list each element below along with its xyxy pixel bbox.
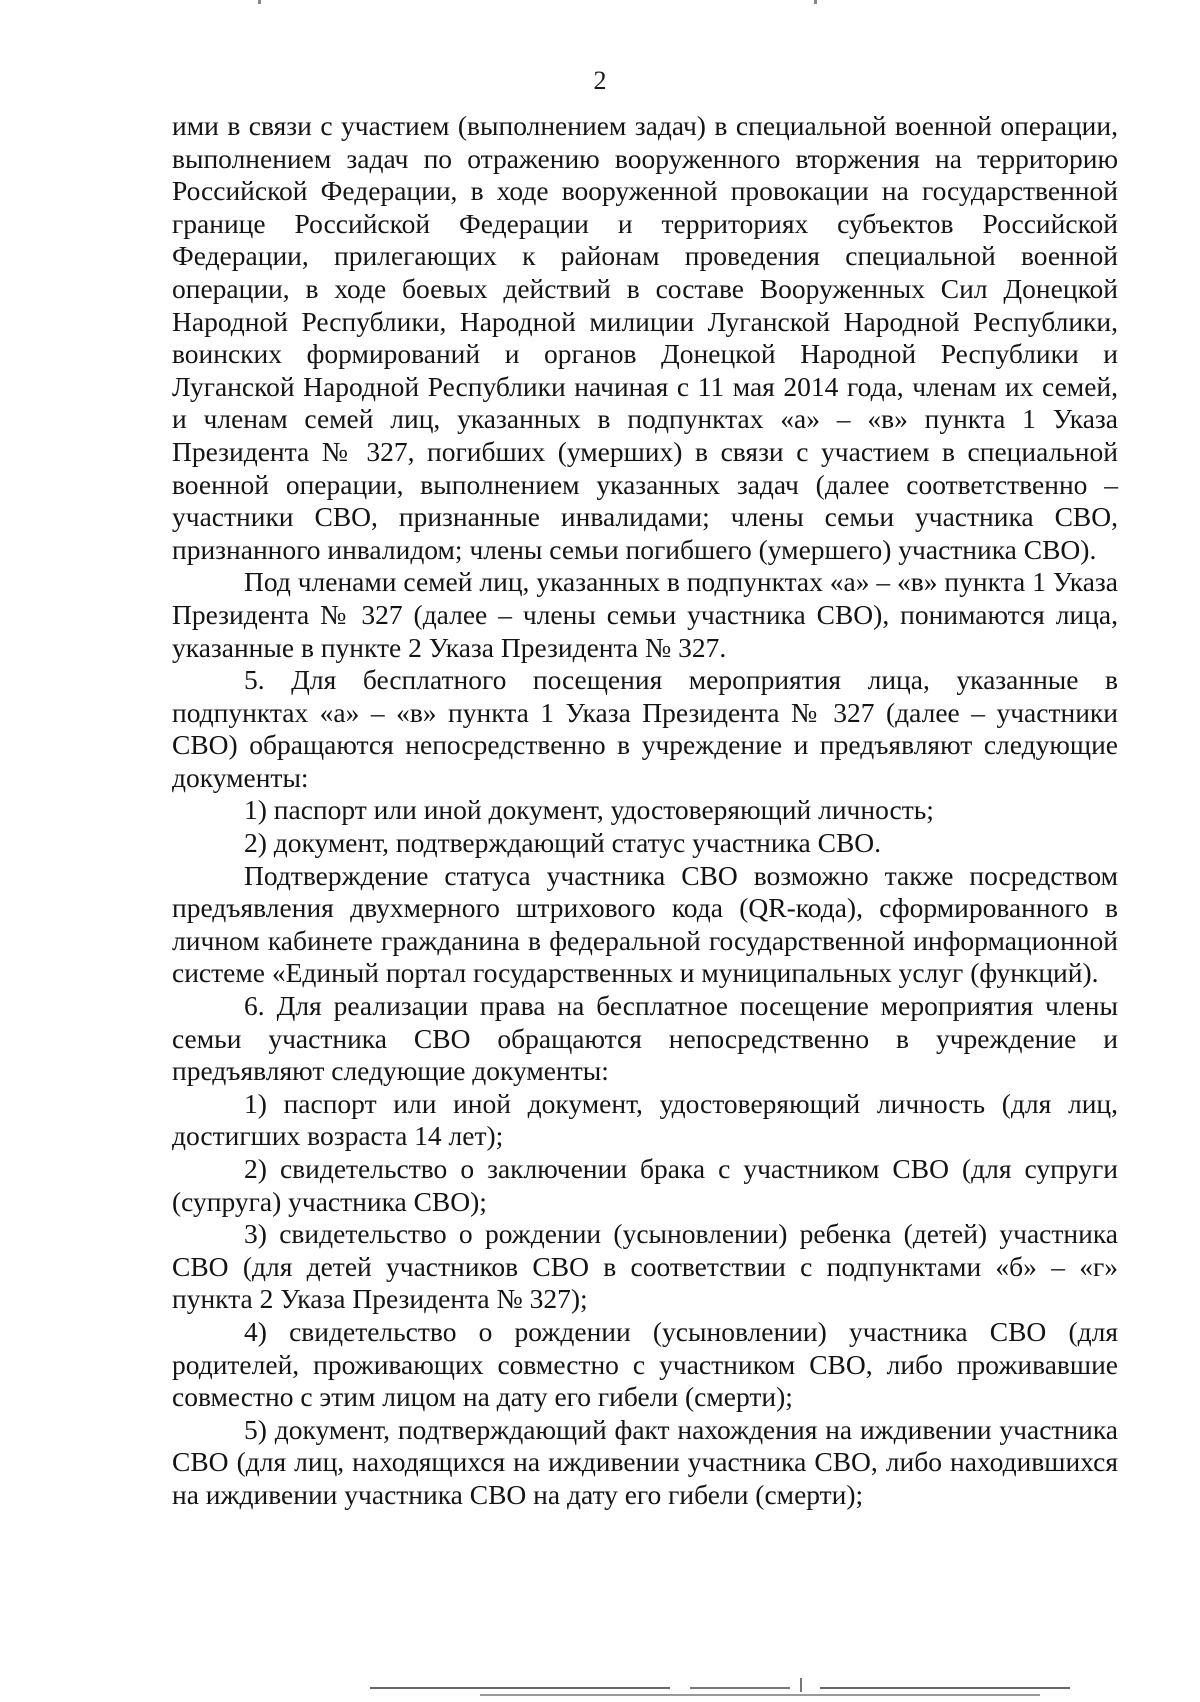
paragraph-item-6: 6. Для реализации права на бесплатное посещение мероприятия члены семьи участника СВО обращаются непосредственно в учреждение и предъявляют следующие документы:: [172, 990, 1118, 1087]
scan-artifact-line: [800, 1678, 802, 1692]
paragraph-item-5-2: 2) документ, подтверждающий статус участника СВО.: [244, 827, 882, 859]
scan-artifact-line: [370, 1687, 670, 1689]
page-number: 2: [593, 66, 607, 95]
document-body: [172, 110, 1118, 1512]
paragraph-qr-confirmation: Подтверждение статуса участника СВО возможно также посредством предъявления двухмерного штрихового кода (QR-кода), сформированного в личном кабинете гражданина в федеральной государственной информационной системе «Единый портал государственных и муниципальных услуг (функций).: [172, 859, 1118, 989]
scan-artifact-line: [820, 1687, 1070, 1689]
paragraph-item-6-4: 4) свидетельство о рождении (усыновлении) участника СВО (для родителей, проживающих совместно с участником СВО, либо проживавшие совместно с этим лицом на дату его гибели (смерти);: [172, 1315, 1118, 1413]
scan-artifact-line: [480, 1694, 1040, 1696]
scan-artifact-line: [690, 1687, 790, 1689]
paragraph-item-5: 5. Для бесплатного посещения мероприятия лица, указанные в подпунктах «а» – «в» пункта 1 Указа Президента № 327 (далее – участники СВО) обращаются непосредственно в учреждение и предъявляют следующие документы:: [172, 664, 1118, 793]
paragraph-item-6-3: 3) свидетельство о рождении (усыновлении) ребенка (детей) участника СВО (для детей участников СВО в соответствии с подпунктами «б» – «г» пункта 2 Указа Президента № 327);: [172, 1218, 1118, 1315]
paragraph-item-6-5: 5) документ, подтверждающий факт нахождения на иждивении участника СВО (для лиц, находящихся на иждивении участника СВО, либо находившихся на иждивении участника СВО на дату его гибели (смерти);: [172, 1413, 1118, 1510]
paragraph-item-6-1: 1) паспорт или иной документ, удостоверяющий личность (для лиц, достигших возраста 14 лет);: [172, 1087, 1118, 1152]
paragraph-item-5-1: 1) паспорт или иной документ, удостоверяющий личность;: [244, 794, 934, 826]
scan-artifact-mark: [814, 0, 817, 4]
paragraph-item-6-2: 2) свидетельство о заключении брака с участником СВО (для супруги (супруга) участника СВО);: [172, 1153, 1118, 1217]
scan-artifact-mark: [258, 0, 261, 4]
paragraph-continuation: ими в связи с участием (выполнением задач) в специальной военной операции, выполнением задач по отражению вооруженного вторжения на территорию Российской Федерации, в ходе вооруженной провокации на государственной границе Российской Федерации и территориях субъектов Российской Федерации, прилегающих к районам проведения специальной военной операции, в ходе боевых действий в составе Вооруженных Сил Донецкой Народной Республики, Народной милиции Луганской Народной Республики, воинских формирований и органов Донецкой Народной Республики и Луганской Народной Республики начиная с 11 мая 2014 года, членам их семей, и членам семей лиц, указанных в подпунктах «а» – «в» пункта 1 Указа Президента № 327, погибших (умерших) в связи с участием в специальной военной операции, выполнением указанных задач (далее соответственно – участники СВО, признанные инвалидами; члены семьи участника СВО, признанного инвалидом; члены семьи погибшего (умершего) участника СВО).: [172, 110, 1118, 565]
paragraph-family-definition: Под членами семей лиц, указанных в подпунктах «а» – «в» пункта 1 Указа Президента № 327 (далее – члены семьи участника СВО), понимаются лица, указанные в пункте 2 Указа Президента № 327.: [172, 566, 1118, 663]
